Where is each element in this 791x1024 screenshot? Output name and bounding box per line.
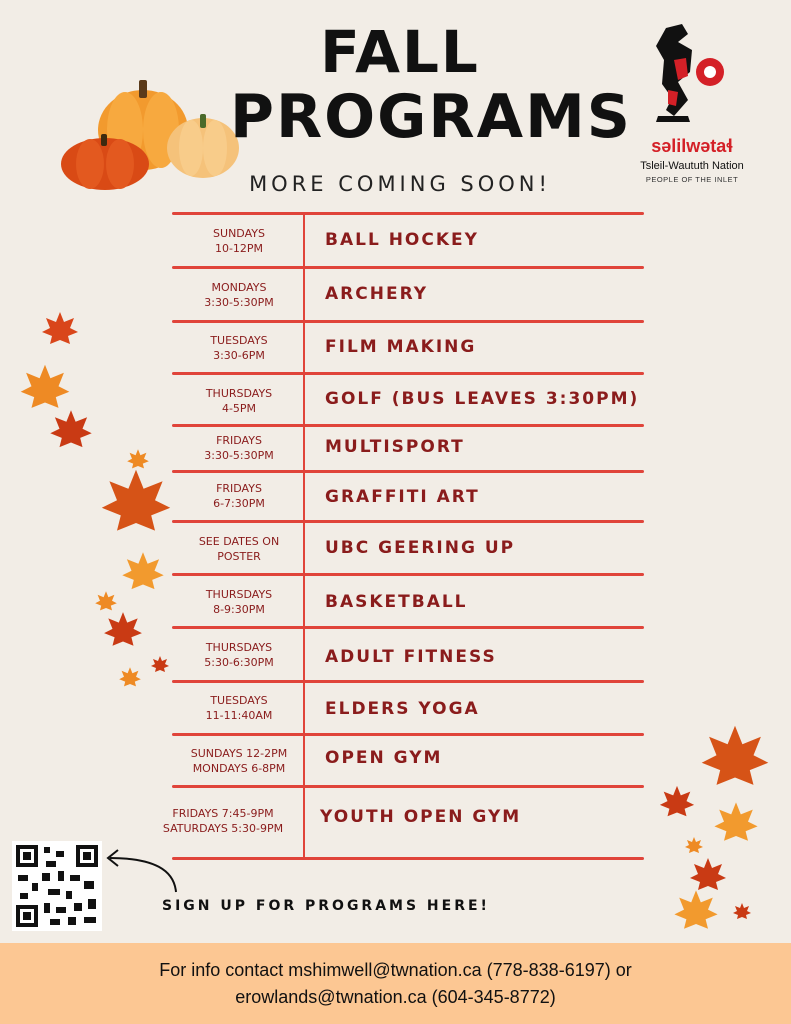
table-divider bbox=[172, 424, 644, 427]
table-divider bbox=[172, 520, 644, 523]
qr-code-icon[interactable] bbox=[12, 841, 102, 931]
schedule-program: UBC GEERING UP bbox=[325, 538, 516, 558]
schedule-program: GOLF (BUS LEAVES 3:30PM) bbox=[325, 389, 640, 409]
schedule-day: SUNDAYS 12-2PM MONDAYS 6-8PM bbox=[190, 747, 288, 775]
maple-leaf-icon bbox=[672, 888, 720, 936]
schedule-program: ADULT FITNESS bbox=[325, 647, 497, 667]
table-divider bbox=[172, 573, 644, 576]
subtitle: MORE COMING SOON! bbox=[249, 172, 551, 196]
maple-leaf-icon bbox=[712, 800, 760, 848]
schedule-program: ELDERS YOGA bbox=[325, 699, 480, 719]
maple-leaf-icon bbox=[102, 610, 144, 652]
schedule-day: THURSDAYS 5:30-6:30PM bbox=[204, 641, 274, 669]
footer-contact bbox=[0, 957, 791, 1011]
table-divider bbox=[172, 372, 644, 375]
table-divider bbox=[172, 320, 644, 323]
footer-line-2: erowlands@twnation.ca (604-345-8772) bbox=[235, 987, 556, 1007]
maple-leaf-icon bbox=[658, 784, 696, 822]
logo-tagline: PEOPLE OF THE INLET bbox=[645, 175, 739, 184]
schedule-program: FILM MAKING bbox=[325, 337, 477, 357]
schedule-day: FRIDAYS 6-7:30PM bbox=[213, 482, 265, 510]
maple-leaf-icon bbox=[98, 466, 174, 542]
schedule-day: FRIDAYS 3:30-5:30PM bbox=[204, 434, 274, 462]
table-divider bbox=[172, 733, 644, 736]
schedule-program: MULTISPORT bbox=[325, 437, 465, 457]
schedule-day: TUESDAYS 11-11:40AM bbox=[205, 694, 273, 722]
maple-leaf-icon bbox=[732, 902, 752, 922]
schedule-program: OPEN GYM bbox=[325, 748, 443, 768]
schedule-program: BALL HOCKEY bbox=[325, 230, 479, 250]
table-divider bbox=[172, 857, 644, 860]
logo-nation: Tsleil-Waututh Nation bbox=[640, 160, 744, 172]
schedule-day: SUNDAYS 10-12PM bbox=[213, 227, 265, 255]
footer-line-1: For info contact mshimwell@twnation.ca (778-838-6197) or bbox=[159, 960, 632, 980]
schedule-day: THURSDAYS 8-9:30PM bbox=[205, 588, 273, 616]
table-divider bbox=[172, 785, 644, 788]
table-divider bbox=[172, 212, 644, 215]
signup-text: SIGN UP FOR PROGRAMS HERE! bbox=[162, 898, 490, 914]
maple-leaf-icon bbox=[118, 666, 142, 690]
schedule-day: MONDAYS 3:30-5:30PM bbox=[204, 281, 274, 309]
schedule-program: ARCHERY bbox=[325, 284, 429, 304]
schedule-program: BASKETBALL bbox=[325, 592, 468, 612]
table-divider bbox=[172, 266, 644, 269]
title-line-1: FALL bbox=[320, 18, 480, 86]
maple-leaf-icon bbox=[698, 722, 772, 796]
logo-name: səlilwətaɬ bbox=[651, 136, 733, 156]
schedule-day: THURSDAYS 4-5PM bbox=[205, 387, 273, 415]
table-column-divider bbox=[303, 212, 305, 860]
arrow-icon bbox=[104, 846, 184, 896]
maple-leaf-icon bbox=[684, 836, 704, 856]
maple-leaf-icon bbox=[150, 655, 170, 675]
schedule-day: FRIDAYS 7:45-9PM SATURDAYS 5:30-9PM bbox=[162, 807, 284, 835]
maple-leaf-icon bbox=[48, 408, 94, 454]
maple-leaf-icon bbox=[40, 308, 80, 352]
footer bbox=[0, 943, 791, 1024]
table-divider bbox=[172, 470, 644, 473]
title-line-2: PROGRAMS bbox=[230, 82, 632, 152]
table-divider bbox=[172, 626, 644, 629]
schedule-day: TUESDAYS 3:30-6PM bbox=[210, 334, 268, 362]
schedule-program: GRAFFITI ART bbox=[325, 487, 480, 507]
table-divider bbox=[172, 680, 644, 683]
schedule-program: YOUTH OPEN GYM bbox=[320, 807, 522, 827]
tsleil-waututh-logo-icon bbox=[648, 20, 732, 130]
maple-leaf-icon bbox=[120, 550, 166, 596]
schedule-day: SEE DATES ON POSTER bbox=[198, 535, 280, 563]
